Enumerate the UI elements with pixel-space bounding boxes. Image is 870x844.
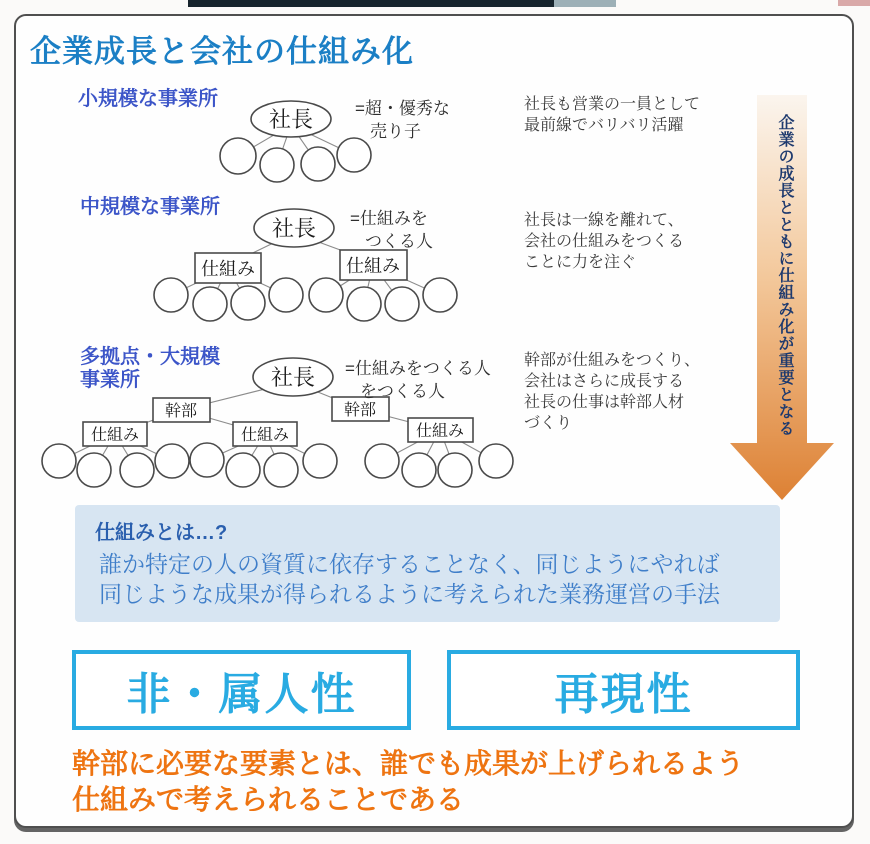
member-circle (347, 287, 381, 321)
system-box-label: 仕組み (201, 259, 255, 279)
side-note-line: ことに力を注ぐ (524, 254, 637, 272)
member-circle (479, 444, 513, 478)
keyword-label: 再現性 (554, 670, 693, 719)
equals-note-line: をつくる人 (360, 381, 445, 401)
system-box-label: 仕組み (415, 423, 465, 440)
exec-box-label: 幹部 (343, 402, 377, 419)
member-circle (385, 287, 419, 321)
definition-body (99, 549, 720, 610)
keyword-label: 非・属人性 (126, 670, 357, 719)
member-circle (231, 286, 265, 320)
system-box-label: 仕組み (90, 427, 140, 444)
page-title: 企業成長と会社の仕組み化 (30, 34, 414, 69)
exec-box-label: 幹部 (164, 403, 198, 420)
equals-note-line: 売り子 (370, 121, 421, 141)
member-circle (155, 444, 189, 478)
definition-heading: 仕組みとは…? (95, 522, 228, 544)
side-note-line: 社長の仕事は幹部人材 (524, 394, 685, 412)
side-note-line: 会社はさらに成長する (524, 373, 685, 391)
top-decor-bar-dark (188, 0, 554, 7)
keyword-box-reproducibility (447, 650, 800, 730)
member-circle (226, 453, 260, 487)
conclusion-line: 幹部に必要な要素とは、誰でも成果が上げられるよう (72, 748, 745, 779)
section-label-line: 事業所 (80, 369, 140, 391)
side-note-line: 会社の仕組みをつくる (524, 233, 685, 251)
equals-note-line: =仕組みを (350, 209, 428, 228)
equals-note-small (355, 98, 450, 144)
member-circle (301, 147, 335, 181)
side-note-line: 最前線でバリバリ活躍 (524, 117, 684, 135)
member-circle (269, 278, 303, 312)
equals-note-large (345, 358, 491, 404)
member-circle (42, 444, 76, 478)
member-circle (260, 148, 294, 182)
definition-box (75, 505, 780, 622)
member-circle (365, 444, 399, 478)
member-circle (402, 453, 436, 487)
growth-arrow-caption: 企業の成長とともに仕組み化が重要となる (776, 114, 793, 437)
org-chart-medium-business (130, 205, 490, 325)
member-circle (303, 444, 337, 478)
member-circle (193, 287, 227, 321)
member-circle (220, 138, 256, 174)
member-circle (264, 453, 298, 487)
president-label: 社長 (270, 365, 316, 390)
member-circle (190, 443, 224, 477)
member-circle (154, 278, 188, 312)
section-label-line: 多拠点・大規模 (80, 346, 220, 368)
president-label: 社長 (271, 216, 317, 241)
top-decor-bar-gray (554, 0, 616, 7)
conclusion-line: 仕組みで考えられることである (72, 783, 465, 815)
member-circle (423, 278, 457, 312)
system-box-label: 仕組み (240, 427, 290, 444)
equals-note-line: つくる人 (365, 231, 433, 251)
equals-note-line: =超・優秀な (355, 99, 450, 118)
system-box-label: 仕組み (346, 256, 400, 276)
member-circle (77, 453, 111, 487)
side-note-line: 社長も営業の一員として (524, 96, 701, 113)
side-note-small (524, 94, 749, 136)
side-note-large (524, 350, 749, 434)
section-label-medium-business: 中規模な事業所 (80, 196, 220, 218)
side-note-line: づくり (524, 415, 573, 433)
equals-note-medium (350, 208, 433, 254)
member-circle (120, 453, 154, 487)
definition-body-line: 同じような成果が得られるように考えられた業務運営の手法 (99, 581, 720, 608)
side-note-line: 幹部が仕組みをつくり、 (524, 352, 701, 369)
member-circle (438, 453, 472, 487)
equals-note-line: =仕組みをつくる人 (345, 359, 491, 378)
side-note-line: 社長は一線を離れて、 (524, 212, 684, 229)
definition-body-line: 誰か特定の人の資質に依存することなく、同じようにやれば (99, 551, 720, 577)
side-note-medium (524, 210, 749, 273)
member-circle (309, 278, 343, 312)
president-label: 社長 (268, 107, 314, 132)
top-decor-bar-pink (838, 0, 870, 6)
conclusion-text (72, 746, 744, 818)
keyword-box-non-dependence (72, 650, 411, 730)
section-label-small-business: 小規模な事業所 (78, 88, 218, 110)
